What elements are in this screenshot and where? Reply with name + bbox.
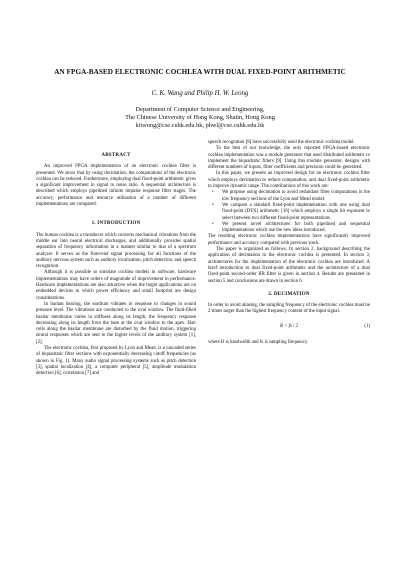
introduction-heading: 1. INTRODUCTION: [91, 220, 141, 227]
affiliation-university: The Chinese University of Hong Kong, Shatin, Hong Kong: [125, 114, 275, 122]
equation-explanation: where B is bandwidth and fs is sampling frequency.: [208, 339, 309, 345]
paper-title: AN FPGA-BASED ELECTRONIC COCHLEA WITH DUAL FIXED-POINT ARITHMETIC: [54, 68, 346, 76]
equation-number: (1): [364, 323, 370, 329]
bullet-icon: •: [212, 221, 214, 227]
paper-authors: C. K. Wang and Philip H. W. Leong: [151, 90, 249, 97]
right-paragraph-4: The paper is organized as follows. In section 2, background describing the application of decimation to the electronic cochlea is presented. In section 3, architectures for the implementation of the electronic cochlea are introduced. A brief introduction to dual fixed-point arithmetic and the architecture of a dual fixed-point second-order IIR filter is given in section 4. Results are presented in section 5 and conclusions are drawn in section 6.: [208, 247, 370, 284]
abstract-heading: ABSTRACT: [101, 152, 131, 158]
right-paragraph-2: In this paper, we present an improved design for an electronic cochlea filter which employs decimation to reduce computation, and dual fixed-point arithmetic to improve dynamic range. The contributions of this work are:: [208, 171, 370, 190]
affiliation-emails: kitwong@cse.cuhk.edu.hk, phwl@cse.cuhk.edu.hk: [135, 122, 265, 130]
decimation-heading: 2. DECIMATION: [268, 290, 310, 297]
decimation-paragraph: In order to avoid aliasing, the sampling frequency of the electronic cochlea must be 2 times larger than the highest frequency content of the input signal.: [208, 303, 370, 315]
right-column: [208, 140, 370, 346]
right-paragraph-3: The resulting electronic cochlea implementations have significantly improved performance and accuracy compared with previous work.: [208, 234, 370, 246]
right-paragraph-0: speech recognition [8] have successfully used the electronic cochlea model.: [208, 140, 355, 145]
right-paragraph-1: To the best of our knowledge, the only reported FPGA-based electronic cochlea implementation was a module generator that used distributed arithmetic to implement the biquadratic filters [9]. Using this module generator, designs with different numbers of inputs, filter coefficients and precision could be generated.: [208, 146, 370, 171]
intro-paragraph-2: Although it is possible to simulate cochlea models in software, hardware implementations may have orders of magnitude of improvement in performance. Hardware implementations are also attractive when the target applications are on embedded devices in which power efficiency and small footprint are design considerations.: [36, 270, 196, 301]
paper-affiliation: [20, 106, 380, 131]
contribution-item: • We compare a standard fixed-point implementation with one using dual fixed-point (DFX) arithmetic [10] which employs a single bit exponent to select between two different fixed-point representations.: [212, 202, 370, 221]
contribution-item: • We propose using decimation to avoid redundant filter computations in the low frequency sections of the Lyon and Mead model.: [212, 190, 370, 202]
bullet-icon: •: [212, 190, 214, 196]
contribution-item: • We present novel architectures for both pipelined and sequential implementations which use the new ideas introduced.: [212, 221, 370, 234]
bullet-icon: •: [212, 202, 214, 208]
affiliation-department: Department of Computer Science and Engineering,: [135, 106, 265, 113]
equation-expression: B < fs / 2: [279, 323, 299, 329]
contributions-list: [208, 190, 370, 234]
intro-paragraph-1: The human cochlea is a transducer which converts mechanical vibrations from the middle ear into neural electrical discharges, and additionally provides spatial separation of frequency information in a manner similar to that of a spectrum analyzer. It serves as the front-end signal processing for all functions of the auditory nervous system such as auditory localization, pitch detection, and speech recognition.: [36, 232, 196, 270]
intro-paragraph-3: In human hearing, the eardrum vibrates in response to changes in sound pressure level. The vibrations are conducted to the oval window. The fluid-filled basilar membrane varies in stiffness along its length, the frequency response decreasing along its length from the base at the oval window to the apex. Hair cells along the basilar membrane are disturbed by the fluid motion, triggering neural responses which are sent to the higher levels of the auditory system [1], [2].: [36, 301, 196, 345]
intro-paragraph-4: The electronic cochlea, first proposed by Lyon and Mead, is a cascaded series of biquadratic filter sections with exponentially decreasing cutoff frequencies (as shown in Fig. 1). Many audio signal processing systems such as pitch detection [3], spatial localization [4], a computer peripheral [5], amplitude modulation detection [6], correlation [7] and: [36, 346, 196, 377]
left-column: [36, 152, 196, 378]
abstract-text: An improved FPGA implementation of an electronic cochlea filter is presented. We show that by using decimation, the computations of the electronic cochlea can be reduced. Furthermore, employing dual fixed-point arithmetic gives a significant improvement in signal to noise ratio. A sequential architecture is described which employs pipelined infinite impulse response filter stages. The accuracy, performance and resource utilisation of a number of different implementations are compared.: [36, 164, 196, 208]
equation-1: [208, 322, 370, 334]
